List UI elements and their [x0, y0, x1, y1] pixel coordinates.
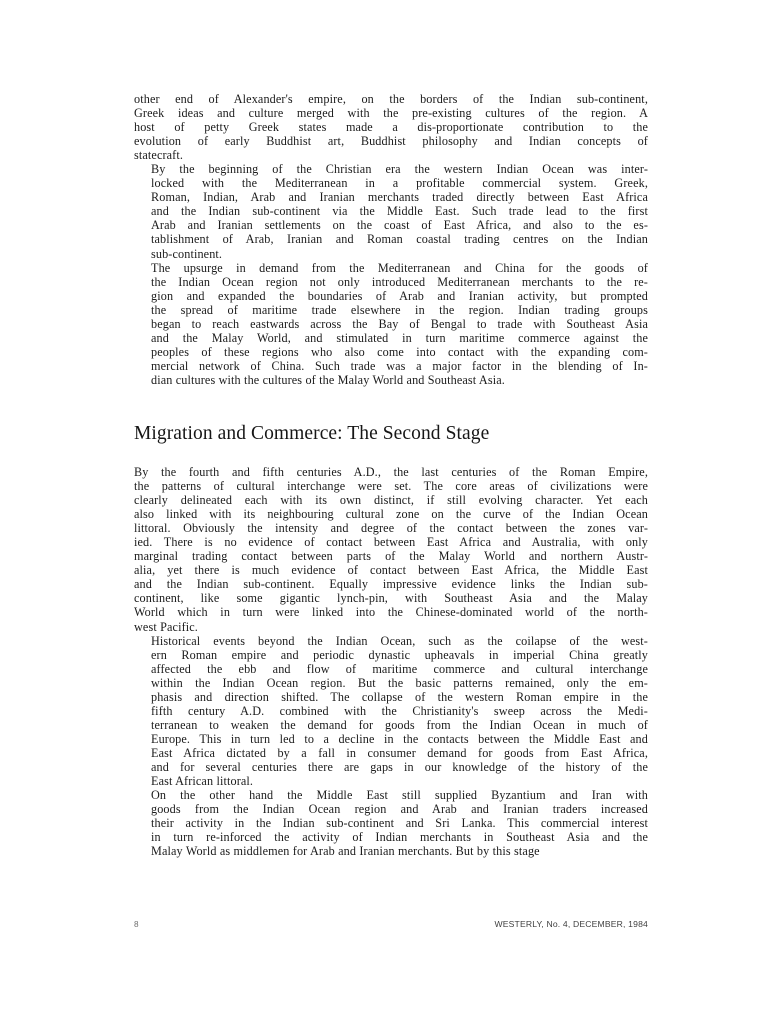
text-line: littoral. Obviously the intensity and degree of the contact between the zones var-	[134, 521, 648, 536]
text-line: began to reach eastwards across the Bay of Bengal to trade with Southeast Asia	[151, 316, 648, 331]
page-number: 8	[134, 920, 139, 929]
text-line: sub-continent.	[151, 246, 223, 261]
text-line: Roman, Indian, Arab and Iranian merchants traded directly between East Africa	[151, 190, 648, 205]
text-line: Historical events beyond the Indian Ocean, such as the coilapse of the west-	[151, 633, 648, 648]
text-line: alia, yet there is much evidence of contact between East Africa, the Middle East	[134, 563, 648, 578]
text-line: the spread of maritime trade elsewhere in the region. Indian trading groups	[151, 302, 648, 317]
text-line: within the Indian Ocean region. But the basic patterns remained, only the em-	[151, 675, 648, 690]
text-line: World which in turn were linked into the Chinese-dominated world of the north-	[134, 605, 648, 620]
text-line: host of petty Greek states made a dis-proportionate contribution to the	[134, 120, 648, 135]
text-line: also linked with its neighbouring cultural zone on the curve of the Indian Ocean	[134, 507, 648, 522]
text-line: and the Indian sub-continent via the Middle East. Such trade lead to the first	[151, 204, 648, 219]
paragraph	[134, 92, 648, 162]
text-line: continent, like some gigantic lynch-pin, with Southeast Asia and the Malay	[134, 591, 648, 606]
paragraph	[134, 788, 648, 858]
text-line: clearly delineated each with its own distinct, if still evolving character. Yet each	[134, 493, 648, 508]
text-line: dian cultures with the cultures of the Malay World and Southeast Asia.	[151, 372, 505, 387]
text-line: and the Malay World, and stimulated in turn maritime commerce against the	[151, 330, 648, 345]
text-line: the patterns of cultural interchange were set. The core areas of civilizations were	[134, 479, 648, 494]
text-line: and the Indian sub-continent. Equally impressive evidence links the Indian sub-	[134, 577, 648, 592]
text-line: The upsurge in demand from the Mediterranean and China for the goods of	[151, 260, 648, 275]
body-paragraph-group	[134, 92, 648, 387]
text-line: mercial network of China. Such trade was a major factor in the blending of In-	[151, 358, 648, 373]
paragraph	[134, 465, 648, 634]
text-line: terranean to weaken the demand for goods from the Indian Ocean in much of	[151, 717, 648, 732]
page-footer	[134, 917, 648, 931]
text-line: By the fourth and fifth centuries A.D., the last centuries of the Roman Empire,	[134, 464, 648, 479]
text-line: gion and expanded the boundaries of Arab and Iranian activity, but prompted	[151, 288, 648, 303]
text-line: the Indian Ocean region not only introduced Mediterranean merchants to the re-	[151, 274, 648, 289]
text-line: fifth century A.D. combined with the Christianity's sweep across the Medi-	[151, 703, 648, 718]
text-line: On the other hand the Middle East still supplied Byzantium and Iran with	[151, 788, 648, 803]
text-line: By the beginning of the Christian era the western Indian Ocean was inter-	[151, 162, 648, 177]
text-line: goods from the Indian Ocean region and Arab and Iranian traders increased	[151, 802, 648, 817]
text-line: locked with the Mediterranean in a profitable commercial system. Greek,	[151, 176, 648, 191]
text-line: west Pacific.	[134, 619, 198, 634]
text-line: other end of Alexander's empire, on the borders of the Indian sub-continent,	[134, 92, 648, 106]
text-line: and for several centuries there are gaps in our knowledge of the history of the	[151, 759, 648, 774]
text-line: Europe. This in turn led to a decline in the contacts between the Middle East and	[151, 731, 648, 746]
text-line: Arab and Iranian settlements on the coast of East Africa, and also to the es-	[151, 218, 648, 233]
section-heading: Migration and Commerce: The Second Stage	[134, 422, 490, 444]
text-line: statecraft.	[134, 148, 184, 163]
section-paragraph-group	[134, 465, 648, 858]
page-text-column	[134, 92, 648, 858]
text-line: their activity in the Indian sub-continent and Sri Lanka. This commercial interest	[151, 816, 648, 831]
text-line: East Africa dictated by a fall in consumer demand for goods from East Africa,	[151, 745, 648, 760]
text-line: affected the ebb and flow of maritime commerce and cultural interchange	[151, 661, 648, 676]
paragraph	[134, 162, 648, 260]
text-line: marginal trading contact between parts of the Malay World and northern Austr-	[134, 549, 648, 564]
text-line: peoples of these regions who also come into contact with the expanding com-	[151, 344, 648, 359]
text-line: Malay World as middlemen for Arab and Iranian merchants. But by this stage	[151, 844, 540, 859]
paragraph	[134, 261, 648, 387]
text-line: phasis and direction shifted. The collapse of the western Roman empire in the	[151, 689, 648, 704]
text-line: ern Roman empire and periodic dynastic upheavals in imperial China greatly	[151, 647, 648, 662]
spacer-below-heading	[134, 446, 648, 465]
text-line: in turn re-inforced the activity of Indian merchants in Southeast Asia and the	[151, 830, 648, 845]
text-line: evolution of early Buddhist art, Buddhist philosophy and Indian concepts of	[134, 134, 648, 149]
text-line: tablishment of Arab, Iranian and Roman coastal trading centres on the Indian	[151, 232, 648, 247]
paragraph	[134, 634, 648, 789]
text-line: Greek ideas and culture merged with the pre-existing cultures of the region. A	[134, 106, 648, 121]
journal-citation: WESTERLY, No. 4, DECEMBER, 1984	[494, 919, 648, 929]
text-line: ied. There is no evidence of contact between East Africa and Australia, with only	[134, 535, 648, 550]
spacer-above-heading	[134, 387, 648, 422]
text-line: East African littoral.	[151, 774, 254, 789]
